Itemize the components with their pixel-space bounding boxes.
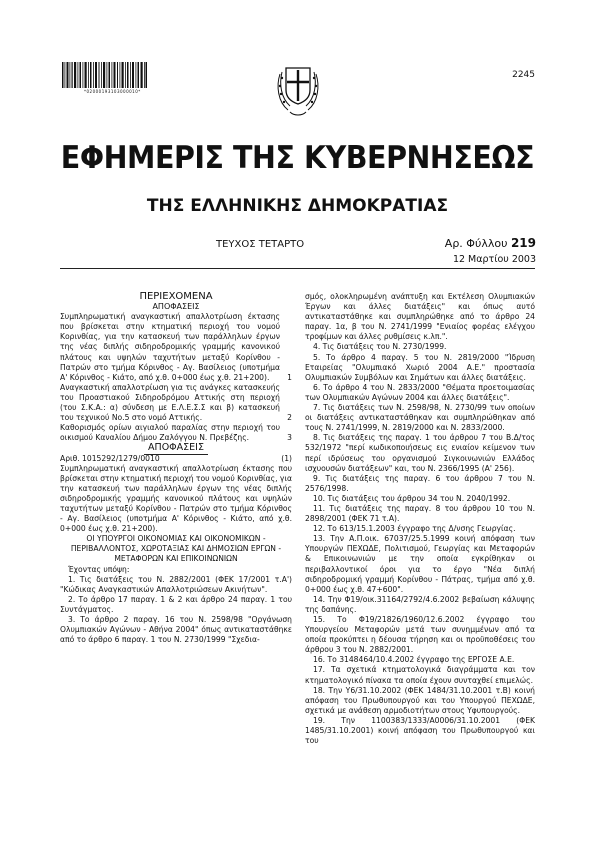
recital-item: 7. Τις διατάξεις των Ν. 2598/98, Ν. 2730/99 των οποίων οι διατάξεις αντικαταστάθηκαν και συμπληρώθηκαν από τους Ν. 2741/1999, Ν. 2819/2000 και Ν. 2833/2000. (305, 403, 535, 433)
recital-item: 2. Το άρθρο 17 παραγ. 1 & 2 και άρθρο 24 παραγ. 1 του Συντάγματος. (60, 594, 292, 614)
toc-item[interactable] (60, 383, 292, 423)
barcode (62, 62, 147, 88)
decision-number-text: Αριθ. 1015292/1279/0010 (60, 453, 160, 463)
issue-date: 12 Μαρτίου 2003 (452, 254, 536, 265)
toc-item[interactable] (60, 423, 292, 443)
left-column (60, 292, 292, 645)
gazette-title: ΕΦΗΜΕΡΙΣ ΤΗΣ ΚΥΒΕΡΝΗΣΕΩΣ (60, 140, 535, 176)
toc-title: ΠΕΡΙΕΧΟΜΕΝΑ (139, 291, 213, 302)
issue-label: ΤΕΥΧΟΣ ΤΕΤΑΡΤΟ (216, 239, 305, 250)
recital-item: 15. Το Φ19/21826/1960/12.6.2002 έγγραφο του Υπουργείου Μεταφορών μετά των συνημμένων από τα οποία προκύπτει η δέουσα τήρηση και οι προϋποθέσεις του άρθρου 3 του Ν. 2882/2001. (305, 615, 535, 655)
ministers-heading: ΟΙ ΥΠΟΥΡΓΟΙ ΟΙΚΟΝΟΜΙΑΣ ΚΑΙ ΟΙΚΟΝΟΜΙΚΩΝ - ΠΕΡΙΒΑΛΛΟΝΤΟΣ, ΧΩΡΟΤΑΞΙΑΣ ΚΑΙ ΔΗΜΟΣΙΩΝ ΕΡΓΩΝ - ΜΕΤΑΦΟΡΩΝ ΚΑΙ ΕΠΙΚΟΙΝΩΝΙΩΝ (70, 534, 282, 564)
recital-item: 3. Το άρθρο 2 παραγ. 16 του Ν. 2598/98 "Οργάνωση Ολυμπιακών Αγώνων - Αθήνα 2004" όπως αντικαταστάθηκε από το άρθρο 6 παραγ. 1 του Ν. 2730/1999 "Σχεδια- (60, 615, 292, 645)
sheet-value: 219 (510, 236, 536, 250)
recital-item: 5. Το άρθρο 4 παραγ. 5 του Ν. 2819/2000 "Ίδρυση Εταιρείας "Ολυμπιακό Χωριό 2004 Α.Ε." προστασία Ολυμπιακών Συμβόλων και Σημάτων και άλλες διατάξεις. (305, 352, 535, 382)
decision-ref: (1) (281, 453, 292, 463)
toc-item-text: Καθορισμός ορίων αιγιαλού παραλίας στην περιοχή του οικισμού Καναλίου Δήμου Ζαλόγγου Ν. Πρεβέζης. (60, 423, 280, 443)
toc-item-page: 2 (287, 413, 292, 423)
recital-item: 13. Την Α.Π.οικ. 67037/25.5.1999 κοινή απόφαση των Υπουργών ΠΕΧΩΔΕ, Πολιτισμού, Γεωργίας και Μεταφορών & Επικοινωνιών με την οποία εγκρίθηκαν οι περιβαλλοντικοί όροι για το έργο "Νέα διπλή σιδηροδρομική γραμμή Κορίνθου - Πάτρας, τμήμα από χ.θ. 0+000 έως χ.θ. 47+600". (305, 534, 535, 594)
toc-item-page: 3 (287, 433, 292, 443)
recital-item: 8. Τις διατάξεις της παραγ. 1 του άρθρου 7 του Β.Δ/τος 532/1972 "περί κωδικοποιήσεως εις ενιαίον κείμενον των περί ιδρύσεως του οργανισμού Σιγκοινωνιών Ελλάδος ισχυουσών διατάξεων" και, του Ν. 2366/1995 (Α' 256). (305, 433, 535, 473)
recital-item: 6. Το άρθρο 4 του Ν. 2833/2000 "Θέματα προετοιμασίας των Ολυμπιακών Αγώνων 2004 και άλλες διατάξεις". (305, 382, 535, 402)
sheet-number (445, 236, 536, 250)
barcode-number: *02000193103000010* (84, 89, 141, 94)
sheet-label: Αρ. Φύλλου (444, 237, 508, 250)
recital-item: 14. Την Φ19/οικ.31164/2792/4.6.2002 βεβαίωση κάλυψης της δαπάνης. (305, 594, 535, 614)
recital-item: 18. Την Υ6/31.10.2002 (ΦΕΚ 1484/31.10.2001 τ.Β) κοινή απόφαση του Πρωθυπουργού και του Υπουργού ΠΕΧΩΔΕ, σχετικά με ανάθεση αρμοδιοτήτων στους Υφυπουργούς. (305, 685, 535, 715)
toc-subtitle: ΑΠΟΦΑΣΕΙΣ (152, 302, 200, 312)
recital-item: 11. Τις διατάξεις της παραγ. 8 του άρθρου 10 του Ν. 2898/2001 (ΦΕΚ 71 τ.Α). (305, 503, 535, 524)
recital-item: 17. Τα σχετικά κτηματολογικά διαγράμματα και τον κτηματολογικό πίνακα τα οποία έχουν συνταχθεί επιμελώς. (305, 665, 535, 685)
right-column (305, 292, 535, 746)
toc-item-text: Συμπληρωματική αναγκαστική απαλλοτρίωση έκτασης που βρίσκεται στην κτηματική περιοχή του νομού Κορινθίας, για την κατασκευή των παράλληλων έργων της νέας διπλής σιδηροδρομικής γραμμής κανονικού πλάτους και υψηλών ταχυτήτων μεταξύ Κορίνθου - Πατρών στο τμήμα Κόρινθος - Αγ. Βασίλειος (υποτμήμα Α' Κόρινθος - Κιάτο, από χ.θ. 0+000 έως χ.θ. 21+200). (60, 312, 280, 382)
section-heading-text: ΑΠΟΦΑΣΕΙΣ (144, 442, 208, 455)
coat-of-arms-icon (272, 56, 324, 118)
recital-item: 19. Την 1100383/1333/Α0006/31.10.2001 (ΦΕΚ 1485/31.10.2001) κοινή απόφαση του Πρωθυπουργού και του (305, 715, 535, 746)
toc-item-text: Αναγκαστική απαλλοτρίωση για τις ανάγκες κατασκευής του Προαστιακού Σιδηροδρόμου Αττικής στη περιοχή (του Σ.Κ.Α.: α) σύνδεση με Ε.Λ.Ε.Σ.Σ και β) κατασκευή του τεχνικού Νο.5 στο νομό Αττικής. (60, 382, 280, 423)
gazette-subtitle: ΤΗΣ ΕΛΛΗΝΙΚΗΣ ΔΗΜΟΚΡΑΤΙΑΣ (146, 196, 449, 216)
decision-title: Συμπληρωματική αναγκαστική απαλλοτρίωση έκτασης που βρίσκεται στην κτηματική περιοχή του νομού Κορινθίας, για την κατασκευή των παράλληλων έργων της νέας διπλής σιδηροδρομικής γραμμής κανονικού πλάτους και υψηλών ταχυτήτων μεταξύ Κορίνθου - Πατρών στο τμήμα Κόρινθος - Αγ. Βασίλειος (υποτμήμα Α' Κόρινθος - Κιάτο, από χ.θ. 0+000 έως χ.θ. 21+200). (60, 463, 292, 534)
recital-item: 12. Το 613/15.1.2003 έγγραφο της Δ/νσης Γεωργίας. (313, 524, 516, 534)
having-regard: Έχοντας υπόψη: (68, 564, 130, 574)
recital-item: 9. Τις διατάξεις της παραγ. 6 του άρθρου 7 του Ν. 2576/1998. (305, 473, 535, 493)
recital-item: 10. Τις διατάξεις του άρθρου 34 του Ν. 2040/1992. (313, 493, 511, 503)
page-number: 2245 (512, 70, 535, 80)
recital-item: 16. Το 3148464/10.4.2002 έγγραφο της ΕΡΓΟΣΕ Α.Ε. (313, 655, 515, 665)
decision-number (60, 454, 292, 464)
header-divider (60, 268, 535, 269)
recital-item: 1. Τις διατάξεις του Ν. 2882/2001 (ΦΕΚ 17/2001 τ.Α') "Κώδικας Αναγκαστικών Απαλλοτριώσεων Ακινήτων". (60, 574, 292, 594)
recital-item: 4. Τις διατάξεις του Ν. 2730/1999. (313, 342, 447, 352)
section-heading (60, 443, 292, 453)
toc-item[interactable] (60, 312, 292, 383)
toc-item-page: 1 (287, 372, 292, 382)
recital-item: σμός, ολοκληρωμένη ανάπτυξη και Εκτέλεση Ολυμπιακών Έργων και άλλες διατάξεις" και όπως αυτό αντικαταστάθηκε και συμπληρώθηκε από το άρθρο 24 παραγ. 1α, β του Ν. 2741/1999 "Ενιαίος φορέας ελέγχου τροφίμων και άλλες ρυθμίσεις κ.λπ.". (305, 292, 535, 342)
